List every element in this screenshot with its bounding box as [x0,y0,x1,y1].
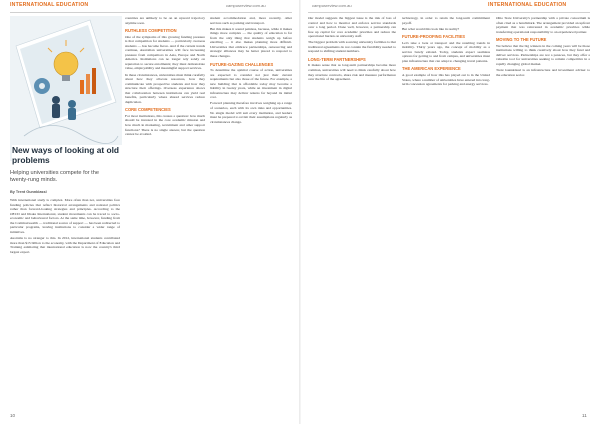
subheading: LONG-TERM PARTNERSHIPS [308,56,366,62]
page-gutter [299,0,301,424]
site-label: campusreview.com.au [312,2,352,8]
body-paragraph: We believe that the big winners in the coming years will be those institutions willing to think creatively about how they fund and deliver services. Partnerships are not a panacea, but they offer a valuable tool for universities seeking to remain competitive in a rapidly changing global market. [496,43,590,66]
right-column-3 [496,16,590,408]
left-column-3 [210,16,292,408]
section-label: INTERNATIONAL EDUCATION [10,2,89,8]
body-paragraph: In these circumstances, universities must think carefully about how they allocate resources, how they communicate with prospective students and how they structure their offerings. Overseas experience shows that collaboration between institutions can yield real benefits, particularly where shared services reduce duplication. [125,72,205,104]
body-paragraph: The biggest problem with sourcing university facilities is that traditional agreements do not contain the flexibility needed to respond to shifting student numbers. [308,40,396,54]
header-rule [308,12,590,13]
right-column-1 [308,16,396,408]
body-paragraph: Australia is no stranger to this. In 2012, international students contributed more than $15 billion to the economy, with the Department of Education and Training estimating that international education is now the country's third largest export. [10,235,120,254]
gear-icon [34,78,50,94]
page-number: 10 [10,413,16,418]
body-paragraph: student accommodation and, more recently, other services such as parking and transport. [210,16,292,25]
right-column-2 [402,16,490,408]
body-paragraph: Let's take a look at transport and the resulting trends in mobility. Thirty years ago, the concept of mobility as a service barely existed. Today, students expect seamless options for getting to and from campus, and universities must plan infrastructure that can adapt to changing travel patterns. [402,40,490,63]
body-paragraph: Ohio State University's partnership with a private consortium is often cited as a benchmark. The arrangement provided an upfront payment that was reinvested in academic priorities while transferring operational responsibility to an experienced partner. [496,16,590,34]
body-paragraph: A good example of how this has played out is in the United States, where a number of universities have entered into long-term concession agreements for parking and energy services. [402,72,490,87]
body-paragraph: It makes sense that as long-term partnerships become more common, universities will need to think carefully about how they structure contracts, share risk and measure performance over the life of the agreement. [308,63,396,82]
site-label: campusreview.com.au [226,2,266,8]
page-number: 11 [582,413,587,418]
subheading: FUTURE-GAZING CHALLENGES [210,61,274,67]
body-paragraph: For most institutions, this creates a question: how much should be invested in the core academic mission and how much in marketing, recruitment and other support functions? There is no single answer, but the question cannot be avoided. [125,113,205,137]
left-column-1 [10,198,120,408]
subheading: CORE COMPETENCIES [125,107,171,113]
subheading: FUTURE-PROOFING FACILITIES [402,34,465,40]
subheading: THE AMERICAN EXPERIENCE [402,66,461,72]
body-paragraph: Trent Gunnklassl is an infrastructure and investment adviser to the education sector. [496,68,590,77]
body-paragraph: With international study is complex. More often than not, universities face funding policies that reflect historical arrangements and national politics rather than forward-looking strategies and principles. According to the OECD and Ithaka International, student movements can be traced to socio-economic and behavioural factors. At the same time, however, funding from the Commonwealth — traditional source of support — has been redirected to particular programs, leaving institutions to consider a wider range of initiatives. [10,198,120,234]
body-paragraph: One of the symptoms of this growing funding pressure is that competition for students — particularly overseas students — has become fierce. And if the current trends continue, Australian universities will face increasing pressure from competitors in Asia, Europe and North America. Institutions can no longer rely solely on reputation to secure enrolments; they must demonstrate value, employability and meaningful support services. [125,34,205,71]
article-headline: New ways of looking at old problems [12,145,122,165]
article-standfirst: Helping universities compete for the twenty-rung minds. [10,170,99,183]
body-paragraph: To determine the optimal course of action, universities are expected to consider not just their current requirements but also those of the future. For example, a new building that is affordable today may become a liability in twenty years, while an investment in digital infrastructure may deliver returns far beyond its initial cost. [210,68,292,100]
body-paragraph: But this makes it sound painless, because, while it makes things more complex — the quality of education is far from the only thing that students weigh up before enrolling — it also makes planning more difficult. Universities that embrace partnerships, outsourcing and strategic alliances may be better placed to respond to these changes. [210,26,292,58]
section-label: INTERNATIONAL EDUCATION [488,2,567,8]
body-paragraph: Our model suggests the biggest issue is the risk of loss of control and how to monitor and enforce service standards over a long period. Done well, however, a partnership can free up capital for core academic priorities and reduce the operational burden on university staff. [308,16,396,39]
hero-illustration [10,16,122,161]
subheading: RUTHLESS COMPETITION [125,28,177,34]
body-paragraph: technology, in order to retain the long-term commitment payoff. [402,16,490,25]
article-byline: By Trent Gunnklassl [10,190,47,194]
header-rule [10,12,292,13]
left-column-2 [125,16,205,408]
body-paragraph: Forward planning therefore involves weighing up a range of scenarios, each with its own risks and opportunities. No single model will suit every institution, and leaders must be prepared to revisit their assumptions regularly as circumstances change. [210,101,292,124]
subheading: MOVING TO THE FUTURE [496,37,547,43]
body-paragraph: But what would this look like in reality? [402,26,460,31]
body-paragraph: countries are unlikely to be on an upward trajectory anytime soon. [125,16,205,25]
